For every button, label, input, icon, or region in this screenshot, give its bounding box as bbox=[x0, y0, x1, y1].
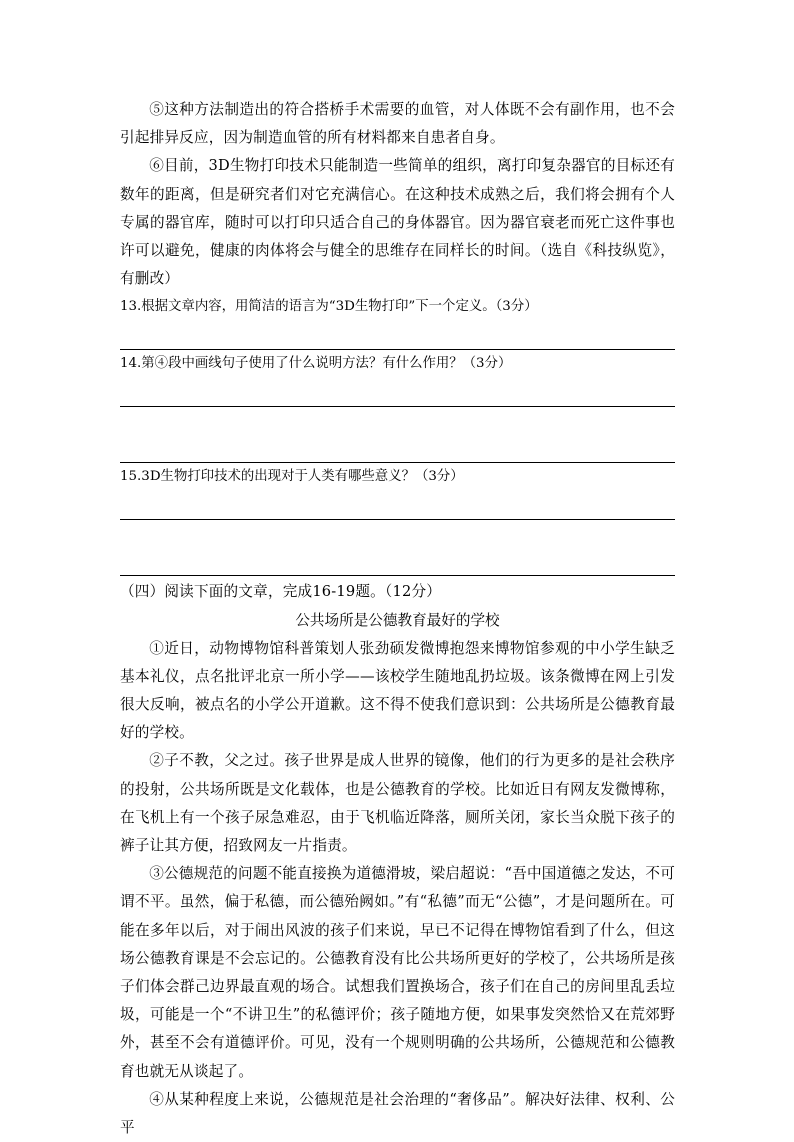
article-paragraph-3: ③公德规范的问题不能直接换为道德滑坡，梁启超说：“吾中国道德之发达，不可谓不平。虽然，偏于私德，而公德殆阙如。”有“私德”而无“公德”，才是问题所在。可能在多年以后，对于闹出风波的孩子们来说，早已不记得在博物馆看到了什么，但这场公德教育课是不会忘记的。公德教育没有比公共场所更好的学校了，公共场所是孩子们体会群己边界最直观的场合。试想我们置换场合，孩子们在自己的房间里乱丢垃圾，可能是一个“不讲卫生”的私德评价；孩子随地方便，如果事发突然恰又在荒郊野外，甚至不会有道德评价。可见，没有一个规则明确的公共场所，公德规范和公德教育也就无从谈起了。 bbox=[120, 865, 675, 1080]
answer-line-14b[interactable] bbox=[120, 434, 675, 463]
question-14: 14.第④段中画线句子使用了什么说明方法？有什么作用？（3分） bbox=[120, 356, 512, 372]
question-15: 15.3D生物打印技术的出现对于人类有哪些意义？（3分） bbox=[120, 469, 464, 485]
article-paragraph-2: ②子不教，父之过。孩子世界是成人世界的镜像，他们的行为更多的是社会秩序的投射，公共场所既是文化载体，也是公德教育的学校。比如近日有网友发微博称，在飞机上有一个孩子尿急难忍，由于飞机临近降落，厕所关闭，家长当众脱下孩子的裤子让其方便，招致网友一片指责。 bbox=[120, 752, 675, 855]
article-title: 公共场所是公德教育最好的学校 bbox=[295, 611, 500, 629]
article-paragraph-4: ④从某种程度上来说，公德规范是社会治理的“奢侈品”。解决好法律、权利、公平 bbox=[120, 1090, 675, 1137]
answer-line-14a[interactable] bbox=[120, 378, 675, 407]
paragraph-6: ⑥目前，3D生物打印技术只能制造一些简单的组织，离打印复杂器官的目标还有数年的距离，但是研究者们对它充满信心。在这种技术成熟之后，我们将会拥有个人专属的器官库，随时可以打印只适合自己的身体器官。因为器官衰老而死亡这件事也许可以避免，健康的肉体将会与健全的思维存在同样长的时间。（选自《科技纵览》，有删改） bbox=[120, 157, 675, 288]
answer-line-15b[interactable] bbox=[120, 547, 675, 576]
article-paragraph-1: ①近日，动物博物馆科普策划人张劲硕发微博抱怨来博物馆参观的中小学生缺乏基本礼仪，点名批评北京一所小学——该校学生随地乱扔垃圾。该条微博在网上引发很大反响，被点名的小学公开道歉。这不得不使我们意识到：公共场所是公德教育最好的学校。 bbox=[120, 639, 675, 742]
question-13: 13.根据文章内容，用简洁的语言为“3D生物打印”下一个定义。（3分） bbox=[120, 299, 538, 315]
paragraph-5: ⑤这种方法制造出的符合搭桥手术需要的血管，对人体既不会有副作用，也不会引起排异反应，因为制造血管的所有材料都来自患者自身。 bbox=[120, 101, 675, 147]
answer-line-15a[interactable] bbox=[120, 491, 675, 520]
answer-line-13[interactable] bbox=[120, 321, 675, 350]
section-four-intro: （四）阅读下面的文章，完成16-19题。（12分） bbox=[120, 583, 442, 601]
document-page bbox=[120, 96, 675, 1142]
